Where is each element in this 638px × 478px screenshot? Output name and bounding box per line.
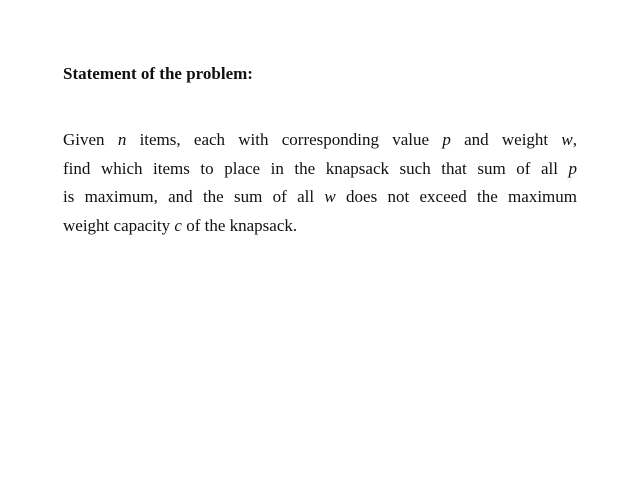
variable-p: p [568,158,577,178]
variable-w: w [324,187,336,207]
text-segment: items, each with corresponding value [126,130,443,149]
paragraph-line-3 [63,183,577,212]
text-segment: weight capacity [63,216,175,236]
text-segment: is maximum, and the sum of all [63,187,325,207]
paragraph-line-4 [63,212,577,241]
text-segment: find which items to place in the knapsack such that sum of all [63,158,569,178]
slide-title: Statement of the problem: [63,64,253,83]
text-segment: and weight [450,130,562,149]
text-segment: Given [63,130,118,149]
text-segment: , [572,130,577,149]
variable-w: w [561,130,573,149]
variable-c: c [174,216,182,236]
paragraph-line-1 [63,126,577,155]
problem-statement-paragraph [63,126,577,241]
variable-p: p [442,130,451,149]
text-segment: does not exceed the maximum [335,187,577,207]
paragraph-line-2 [63,155,577,184]
variable-n: n [117,130,127,149]
text-segment: of the knapsack. [181,216,298,236]
